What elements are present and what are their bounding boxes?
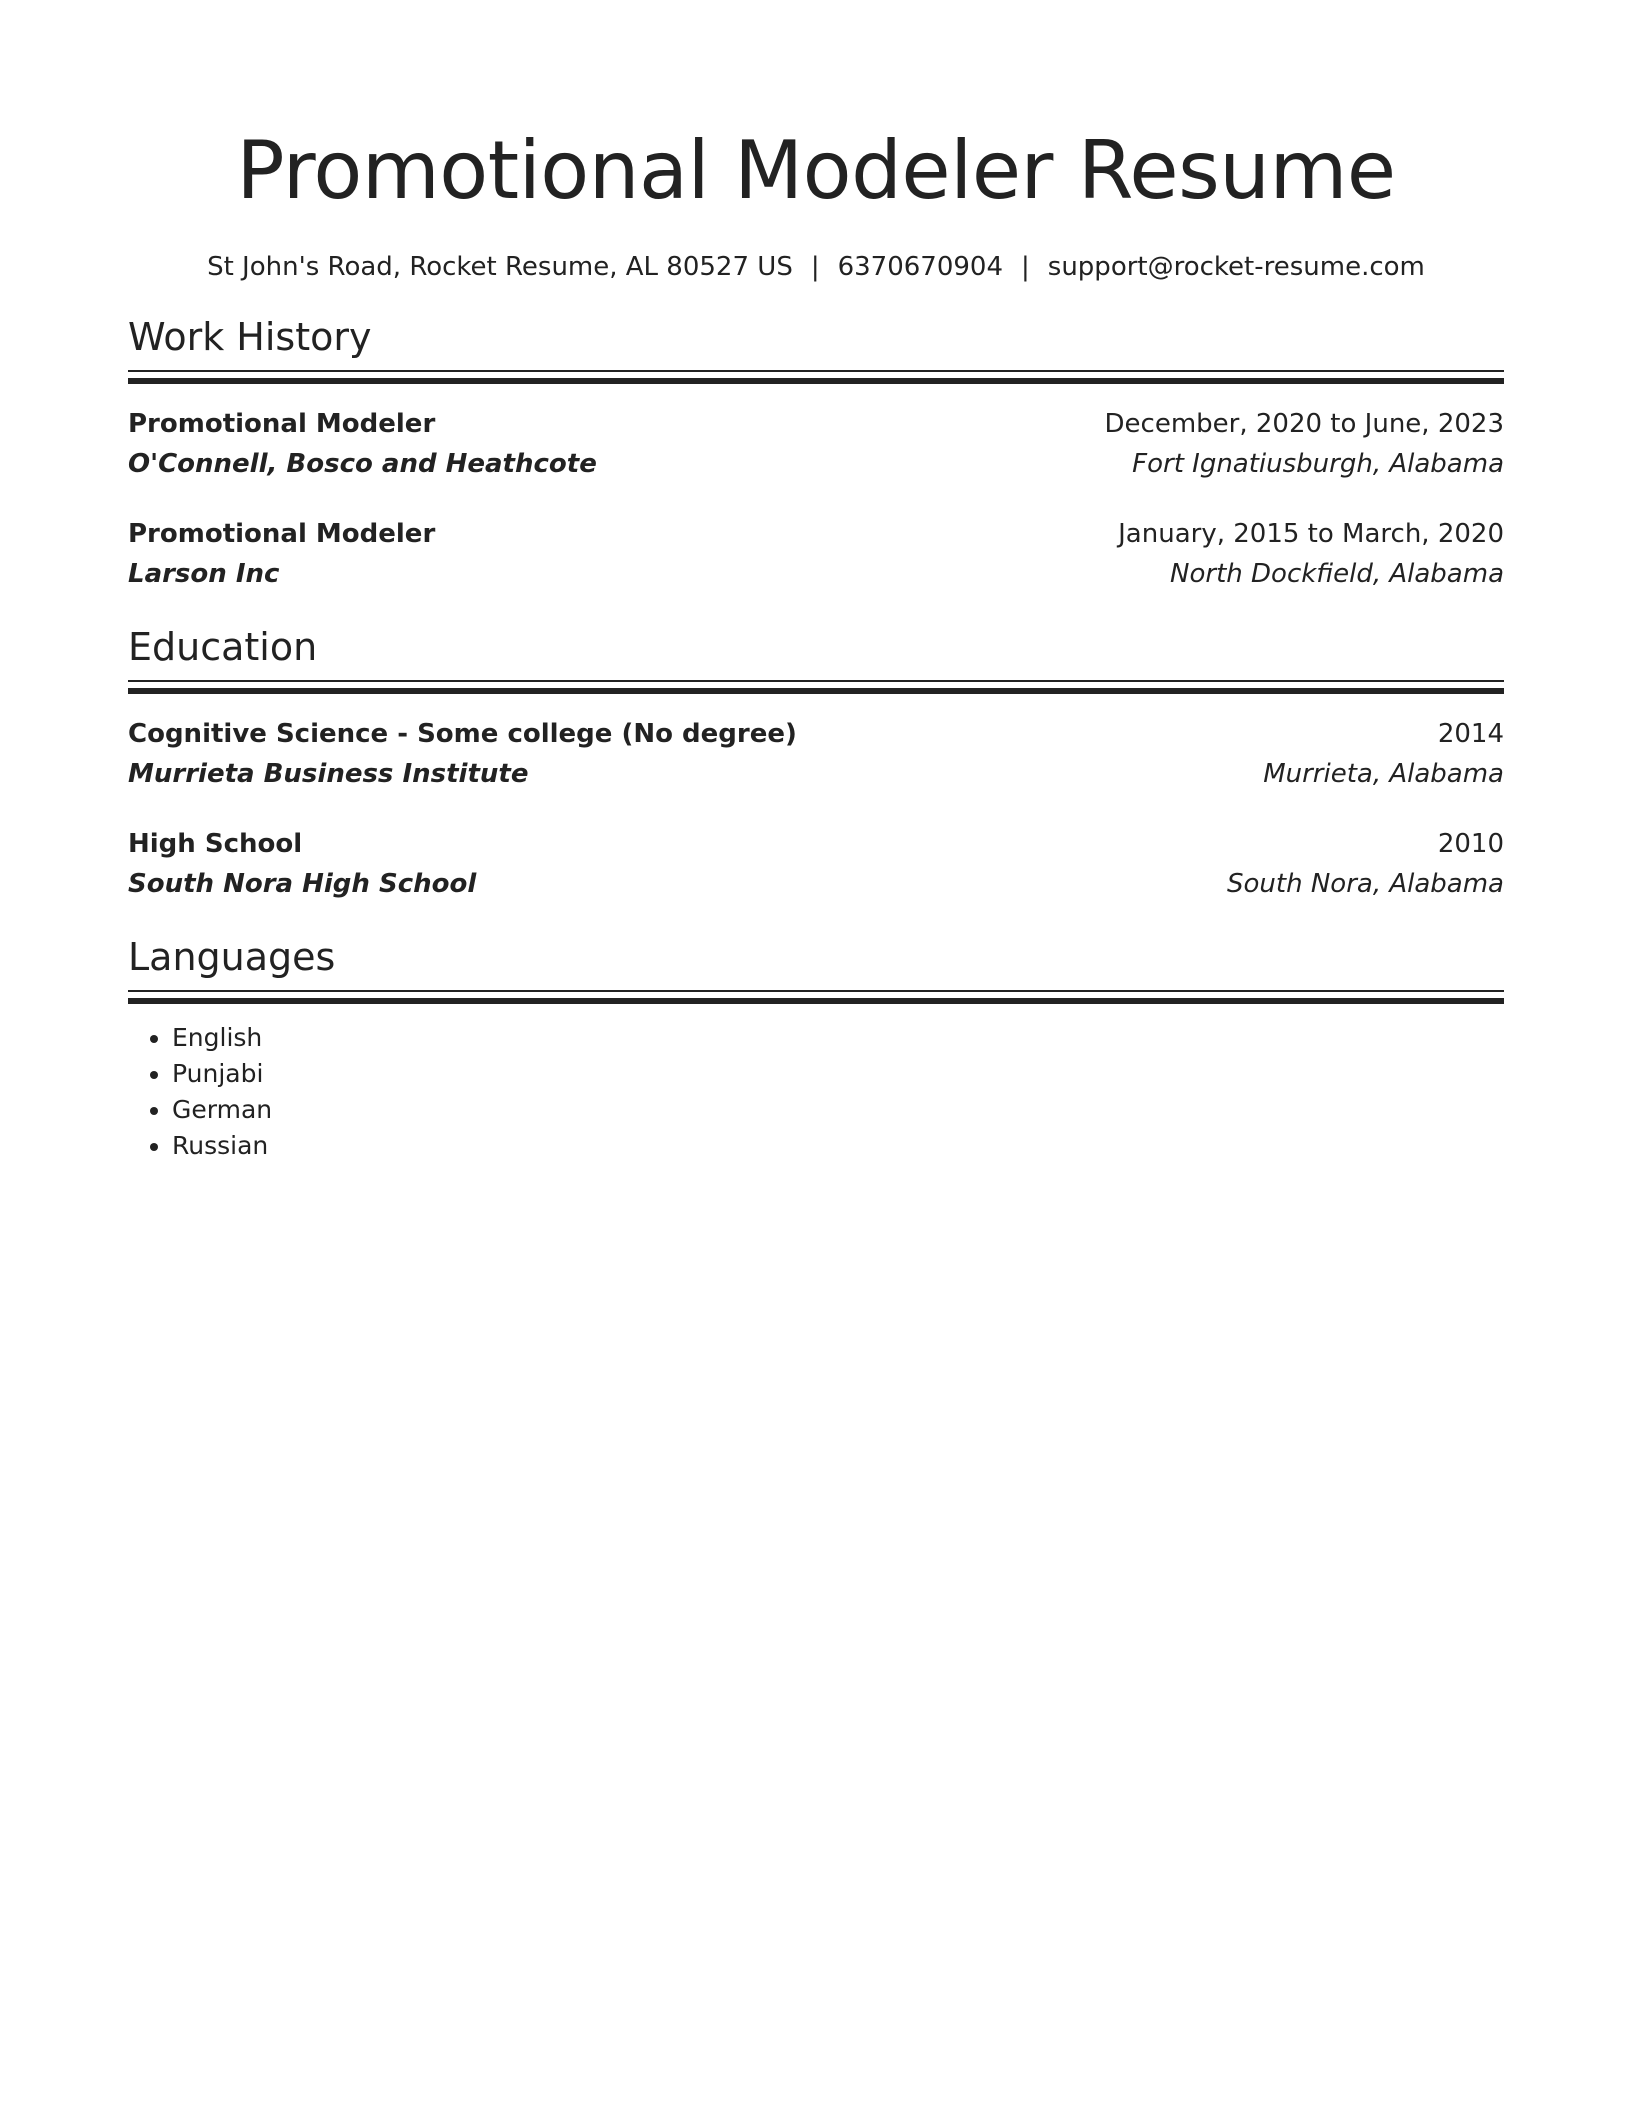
school-name: Murrieta Business Institute (128, 759, 529, 789)
resume-title: Promotional Modeler Resume (236, 124, 1396, 217)
job-dates: December, 2020 to June, 2023 (1104, 409, 1504, 439)
degree-name: High School (128, 829, 303, 859)
languages-list (128, 1020, 1504, 1164)
languages-section (128, 932, 1504, 1164)
language-item: • German (172, 1092, 1504, 1128)
contact-phone: 6370670904 (837, 252, 1004, 282)
languages-heading: Languages (128, 935, 336, 979)
job-title: Promotional Modeler (128, 409, 436, 439)
education-heading: Education (128, 625, 318, 669)
work-entry-subheader (128, 554, 1504, 594)
contact-separator: | (810, 252, 820, 282)
section-divider (128, 370, 1504, 384)
language-item: • Punjabi (172, 1056, 1504, 1092)
employer-name: Larson Inc (128, 559, 280, 589)
graduation-year: 2010 (1437, 829, 1504, 859)
contact-email: support@rocket-resume.com (1047, 252, 1425, 282)
graduation-year: 2014 (1437, 719, 1504, 749)
language-item: • English (172, 1020, 1504, 1056)
job-location: Fort Ignatiusburgh, Alabama (1132, 449, 1504, 479)
education-section (128, 622, 1504, 904)
language-item: • Russian (172, 1128, 1504, 1164)
work-entry-subheader (128, 444, 1504, 484)
job-dates: January, 2015 to March, 2020 (1118, 519, 1504, 549)
job-location: North Dockfield, Alabama (1170, 559, 1504, 589)
education-entry (128, 824, 1504, 904)
school-name: South Nora High School (128, 869, 477, 899)
section-divider (128, 680, 1504, 694)
contact-address: St John's Road, Rocket Resume, AL 80527 US (207, 252, 793, 282)
education-entry-subheader (128, 864, 1504, 904)
contact-separator: | (1021, 252, 1030, 282)
work-history-heading: Work History (128, 315, 372, 359)
education-entry-header (128, 714, 1504, 754)
contact-line (128, 250, 1504, 284)
school-location: South Nora, Alabama (1227, 869, 1504, 899)
job-title: Promotional Modeler (128, 519, 436, 549)
work-entry-header (128, 404, 1504, 444)
education-entry-subheader (128, 754, 1504, 794)
employer-name: O'Connell, Bosco and Heathcote (128, 449, 597, 479)
school-location: Murrieta, Alabama (1263, 759, 1504, 789)
work-entry (128, 404, 1504, 484)
section-divider (128, 990, 1504, 1004)
degree-name: Cognitive Science - Some college (No degree) (128, 719, 797, 749)
work-entry-header (128, 514, 1504, 554)
work-entry (128, 514, 1504, 594)
education-entry (128, 714, 1504, 794)
education-entry-header (128, 824, 1504, 864)
work-history-section (128, 312, 1504, 594)
